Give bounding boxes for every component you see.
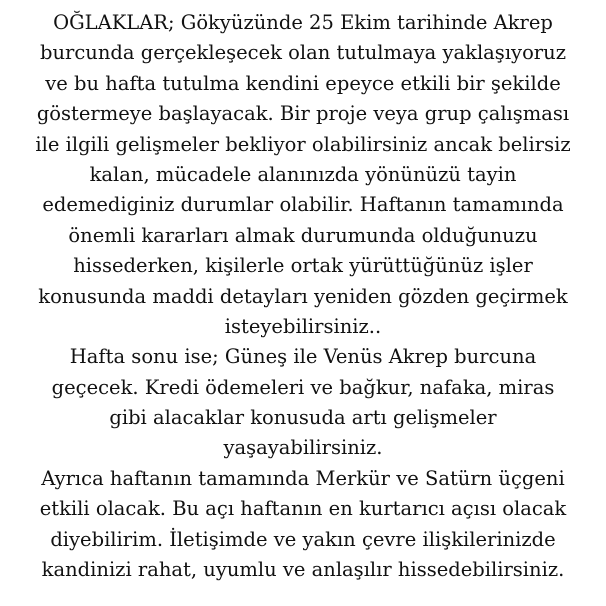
text-line-5: ile ilgili gelişmeler bekliyor olabilirsiniz ancak belirsiz [35,132,571,156]
text-line-11: isteyebilirsiniz.. [224,314,382,338]
text-line-12: Hafta sonu ise; Güneş ile Venüs Akrep burcuna [69,345,537,369]
text-line-1: OĞLAKLAR; Gökyüzünde 25 Ekim tarihinde Akrep [53,11,553,34]
text-line-13: geçecek. Kredi ödemeleri ve bağkur, nafaka, miras [51,375,555,399]
text-line-3: ve bu hafta tutulma kendini epeyce etkili bir şekilde [45,71,561,95]
text-line-14: gibi alacaklar konusuda artı gelişmeler [109,406,497,430]
text-line-17: etkili olacak. Bu açı haftanın en kurtarıcı açısı olacak [39,497,567,521]
text-line-10: konusunda maddi detayları yeniden gözden geçirmek [38,284,568,308]
text-line-2: burcunda gerçekleşecek olan tutulmaya yaklaşıyoruz [40,41,566,65]
text-line-19: kandinizi rahat, uyumlu ve anlaşılır hissedebilirsiniz. [41,558,565,582]
text-line-6: kalan, mücadele alanınızda yönünüzü tayin [89,162,517,186]
text-line-7: edemediginiz durumlar olabilir. Haftanın tamamında [42,193,564,217]
text-line-15: yaşayabilirsiniz. [223,436,383,460]
text-line-9: hissederken, kişilerle ortak yürüttüğünüz işler [73,254,533,278]
text-line-18: diyebilirim. İletişimde ve yakın çevre ilişkilerinizde [50,527,556,551]
text-line-16: Ayrıca haftanın tamamında Merkür ve Satürn üçgeni [41,466,565,490]
text-line-4: göstermeye başlayacak. Bir proje veya grup çalışması [36,102,570,126]
text-line-8: önemli kararları almak durumunda olduğunuzu [68,223,538,247]
